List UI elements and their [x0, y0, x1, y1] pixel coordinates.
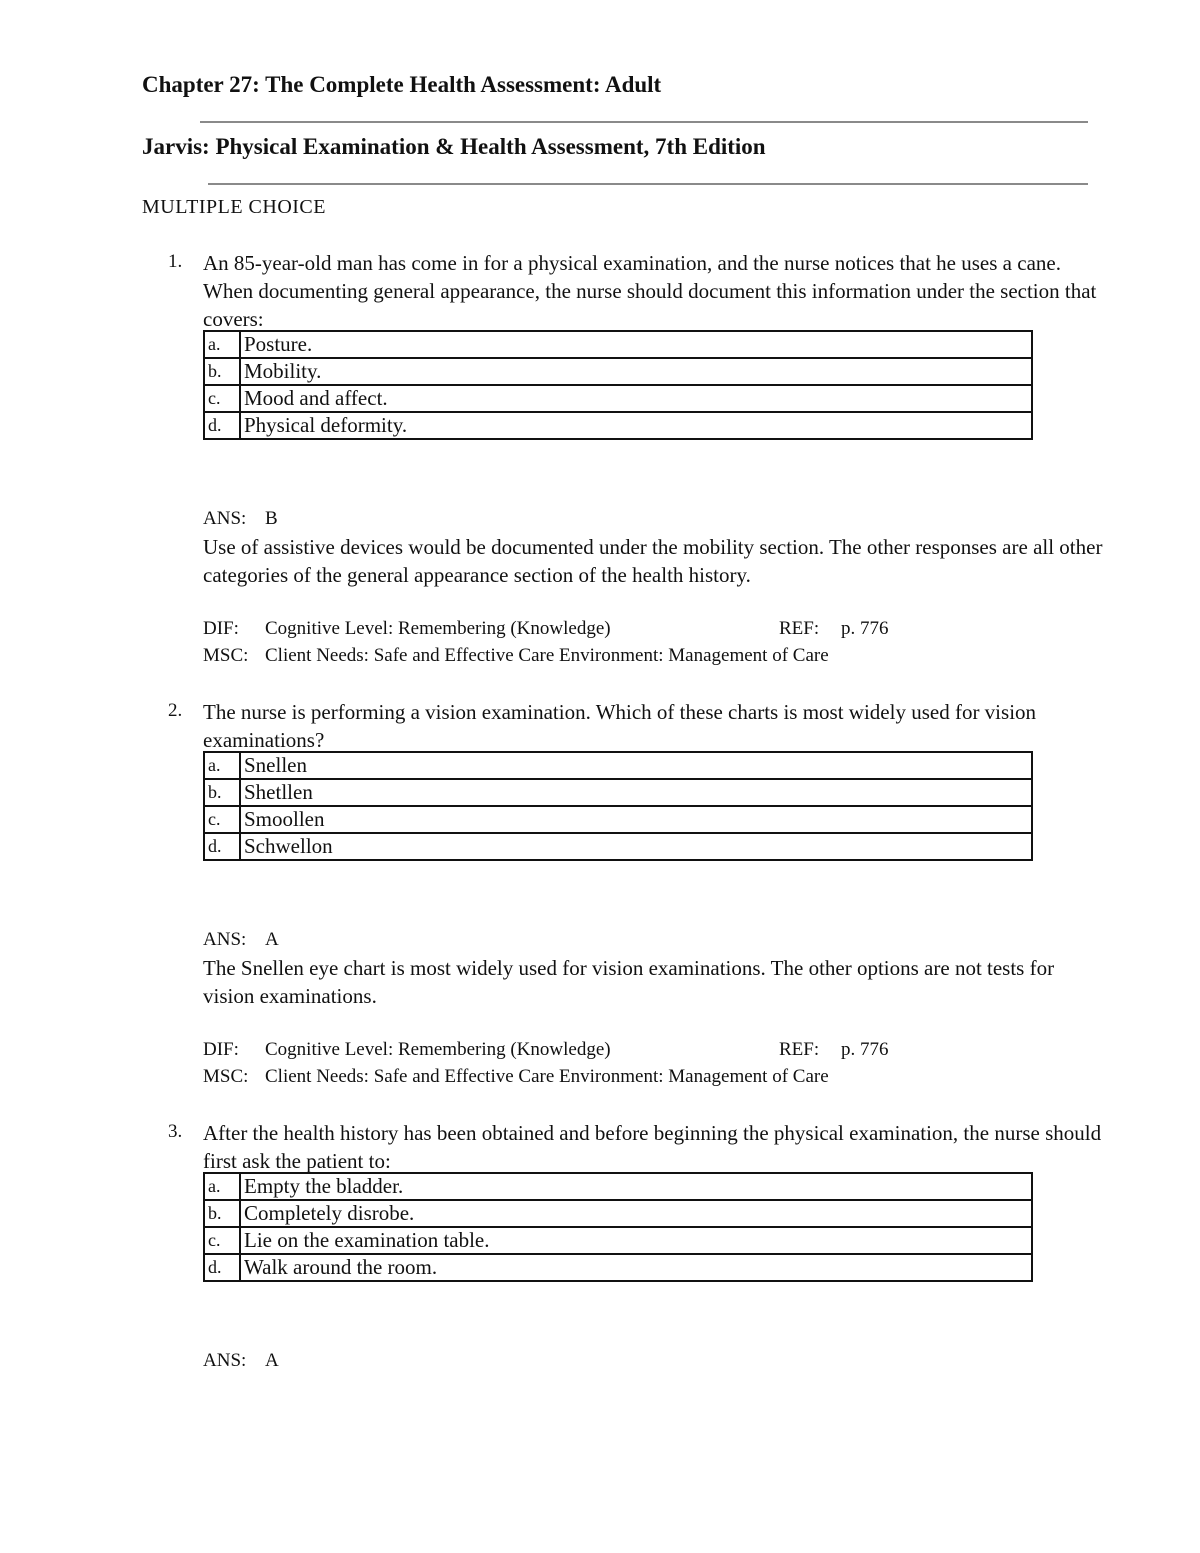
- answer-label: ANS:: [203, 508, 247, 529]
- option-text: Smoollen: [240, 806, 1032, 833]
- section-heading: MULTIPLE CHOICE: [142, 196, 326, 218]
- option-letter: b.: [204, 358, 240, 385]
- option-row: [204, 331, 1032, 358]
- ref-label: REF:: [779, 618, 820, 639]
- answer-value: B: [265, 508, 278, 529]
- dif-line: [203, 615, 889, 642]
- option-text: Snellen: [240, 752, 1032, 779]
- msc-label: MSC:: [203, 1066, 249, 1087]
- dif-line: [203, 1036, 889, 1063]
- option-text: Empty the bladder.: [240, 1173, 1032, 1200]
- question-number: 2.: [168, 700, 183, 721]
- option-text: Posture.: [240, 331, 1032, 358]
- dif-value: Cognitive Level: Remembering (Knowledge): [265, 1039, 611, 1060]
- option-text: Schwellon: [240, 833, 1032, 860]
- option-row: [204, 1200, 1032, 1227]
- subtitle-divider: [208, 183, 1088, 185]
- rationale: Use of assistive devices would be documented under the mobility section. The other responses are all other categories of the general appearance section of the health history.: [203, 535, 1103, 587]
- answer-value: A: [265, 1350, 279, 1371]
- option-letter: c.: [204, 1227, 240, 1254]
- option-letter: d.: [204, 833, 240, 860]
- option-row: [204, 358, 1032, 385]
- option-row: [204, 806, 1032, 833]
- option-letter: c.: [204, 806, 240, 833]
- msc-line: [203, 1063, 889, 1090]
- option-row: [204, 1254, 1032, 1281]
- ref-value: p. 776: [841, 618, 889, 639]
- option-row: [204, 1173, 1032, 1200]
- option-text: Completely disrobe.: [240, 1200, 1032, 1227]
- option-row: [204, 412, 1032, 439]
- answer-options: [203, 330, 1033, 440]
- option-letter: d.: [204, 1254, 240, 1281]
- option-letter: d.: [204, 412, 240, 439]
- question-number: 3.: [168, 1121, 183, 1142]
- question-stem: After the health history has been obtained and before beginning the physical examination, the nurse should first ask the patient to:: [203, 1121, 1102, 1173]
- answer-value: A: [265, 929, 279, 950]
- question-stem: The nurse is performing a vision examination. Which of these charts is most widely used for vision examinations?: [203, 700, 1037, 752]
- question-metadata: [203, 1036, 889, 1090]
- msc-value: Client Needs: Safe and Effective Care Environment: Management of Care: [265, 1066, 829, 1087]
- title-divider: [200, 121, 1088, 123]
- msc-value: Client Needs: Safe and Effective Care Environment: Management of Care: [265, 645, 829, 666]
- answer-key: [203, 508, 278, 530]
- option-row: [204, 779, 1032, 806]
- option-text: Walk around the room.: [240, 1254, 1032, 1281]
- option-letter: a.: [204, 1173, 240, 1200]
- msc-line: [203, 642, 889, 669]
- question-number: 1.: [168, 251, 183, 272]
- option-text: Mobility.: [240, 358, 1032, 385]
- option-text: Mood and affect.: [240, 385, 1032, 412]
- option-letter: b.: [204, 1200, 240, 1227]
- answer-label: ANS:: [203, 1350, 247, 1371]
- ref-value: p. 776: [841, 1039, 889, 1060]
- chapter-title: Chapter 27: The Complete Health Assessment: Adult: [142, 72, 662, 97]
- book-subtitle: Jarvis: Physical Examination & Health Assessment, 7th Edition: [142, 134, 766, 159]
- answer-key: [203, 929, 279, 951]
- dif-label: DIF:: [203, 618, 239, 639]
- answer-options: [203, 1172, 1033, 1282]
- option-row: [204, 385, 1032, 412]
- option-letter: a.: [204, 752, 240, 779]
- option-row: [204, 1227, 1032, 1254]
- rationale: The Snellen eye chart is most widely used for vision examinations. The other options are not tests for vision examinations.: [203, 956, 1055, 1008]
- question-metadata: [203, 615, 889, 669]
- question-stem: An 85-year-old man has come in for a physical examination, and the nurse notices that he uses a cane. When documenting general appearance, the nurse should document this information under the section that covers:: [203, 251, 1097, 331]
- option-letter: b.: [204, 779, 240, 806]
- option-text: Physical deformity.: [240, 412, 1032, 439]
- msc-label: MSC:: [203, 645, 249, 666]
- answer-key: [203, 1350, 279, 1372]
- ref-label: REF:: [779, 1039, 820, 1060]
- dif-value: Cognitive Level: Remembering (Knowledge): [265, 618, 611, 639]
- option-text: Lie on the examination table.: [240, 1227, 1032, 1254]
- answer-label: ANS:: [203, 929, 247, 950]
- option-text: Shetllen: [240, 779, 1032, 806]
- option-row: [204, 752, 1032, 779]
- option-row: [204, 833, 1032, 860]
- dif-label: DIF:: [203, 1039, 239, 1060]
- answer-options: [203, 751, 1033, 861]
- option-letter: a.: [204, 331, 240, 358]
- option-letter: c.: [204, 385, 240, 412]
